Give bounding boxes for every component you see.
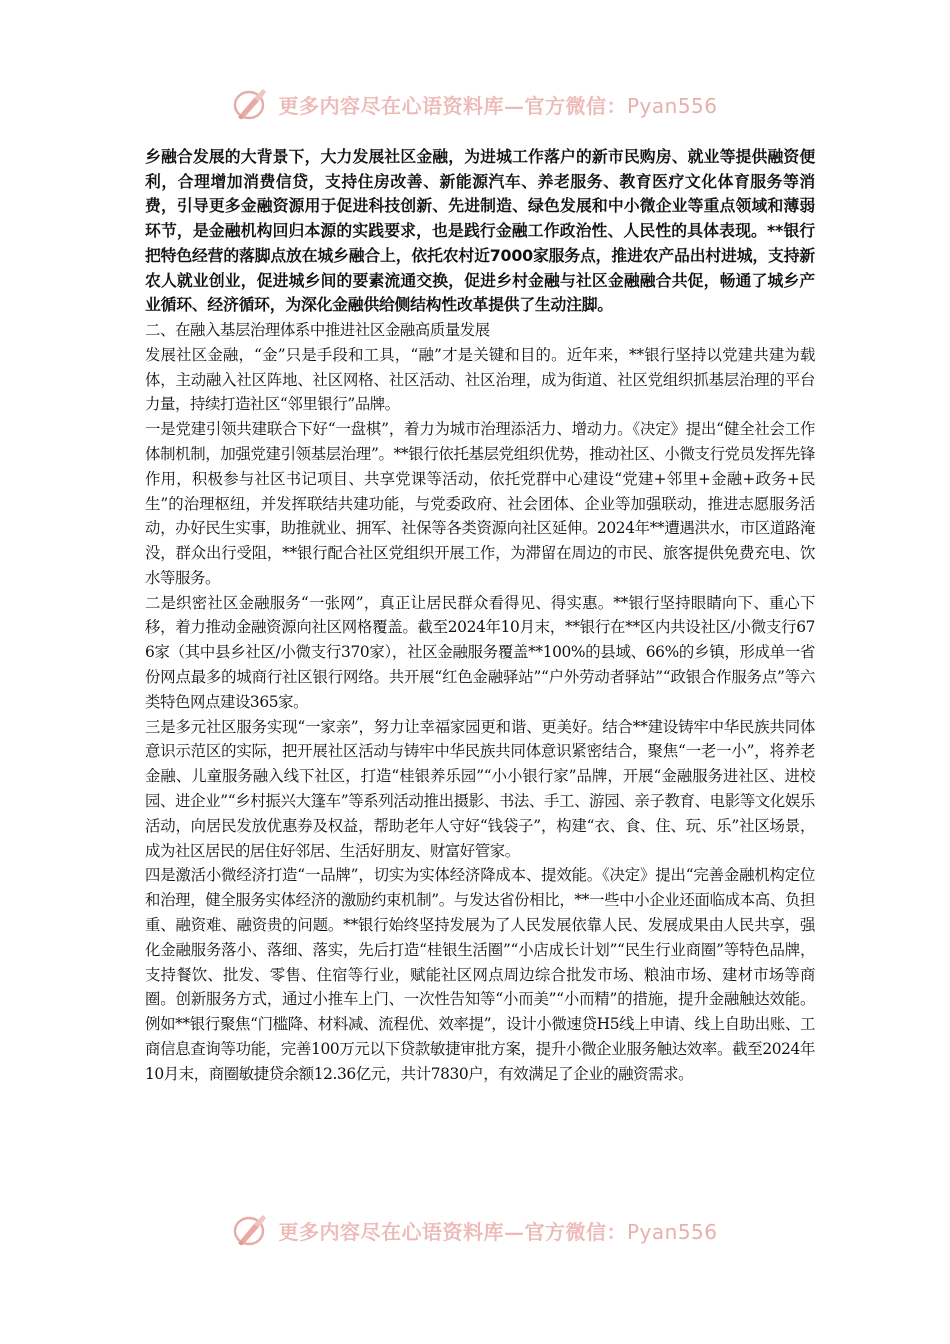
paragraph: 发展社区金融，“金”只是手段和工具，“融”才是关键和目的。近年来，**银行坚持以党建共建为载体，主动融入社区阵地、社区网格、社区活动、社区治理，成为街道、社区党组织抓基层治理的平台力量，持续打造社区“邻里银行”品牌。: [145, 345, 815, 414]
watermark-footer: [0, 1210, 950, 1250]
paragraph: 一是党建引领共建联合下好“一盘棋”，着力为城市治理添活力、增动力。《决定》提出“健全社会工作体制机制，加强党建引领基层治理”。**银行依托基层党组织优势，推动社区、小微支行党员发挥先锋作用，积极参与社区书记项目、共享党课等活动，依托党群中心建设“党建+邻里+金融+政务+民生”的治理枢纽，并发挥联结共建功能，与党委政府、社会团体、企业等加强联动，推进志愿服务活动，办好民生实事，助推就业、拥军、社保等各类资源向社区延伸。2024年**遭遇洪水，市区道路淹没，群众出行受阻，**银行配合社区党组织开展工作，为滞留在周边的市民、旅客提供免费充电、饮水等服务。: [145, 420, 815, 587]
section-heading: 二、在融入基层治理体系中推进社区金融高质量发展: [145, 320, 490, 339]
paragraph: 三是多元社区服务实现“一家亲”，努力让幸福家园更和谐、更美好。结合**建设铸牢中华民族共同体意识示范区的实际，把开展社区活动与铸牢中华民族共同体意识紧密结合，聚焦“一老一小”，将养老金融、儿童服务融入线下社区，打造“桂银养乐园”“小小银行家”品牌，开展“金融服务进社区、进校园、进企业”“乡村振兴大篷车”等系列活动推出摄影、书法、手工、游园、亲子教育、电影等文化娱乐活动，向居民发放优惠券及权益，帮助老年人守好“钱袋子”，构建“衣、食、住、玩、乐”社区场景，成为社区居民的居住好邻居、生活好朋友、财富好管家。: [145, 717, 815, 860]
brush-pen-icon: [232, 1212, 272, 1248]
paragraph: 二是织密社区金融服务“一张网”，真正让居民群众看得见、得实惠。**银行坚持眼睛向下、重心下移，着力推动金融资源向社区网格覆盖。截至2024年10月末，**银行在**区内共设社区/小微支行676家（其中县乡社区/小微支行370家），社区金融服务覆盖**100%的县域、66%的乡镇，形成单一省份网点最多的城商行社区银行网络。共开展“红色金融驿站”“户外劳动者驿站”“政银合作服务点”等六类特色网点建设365家。: [145, 593, 815, 711]
article-body: [145, 145, 815, 1087]
watermark-text: 更多内容尽在心语资料库—官方微信：Pyan556: [278, 1219, 718, 1244]
watermark-text: 更多内容尽在心语资料库—官方微信：Pyan556: [278, 93, 718, 118]
watermark-header: [0, 84, 950, 124]
paragraph-intro: 乡融合发展的大背景下，大力发展社区金融，为进城工作落户的新市民购房、就业等提供融资便利，合理增加消费信贷，支持住房改善、新能源汽车、养老服务、教育医疗文化体育服务等消费，引导更多金融资源用于促进科技创新、先进制造、绿色发展和中小微企业等重点领域和薄弱环节，是金融机构回归本源的实践要求，也是践行金融工作政治性、人民性的具体表现。**银行把特色经营的落脚点放在城乡融合上，依托农村近7000家服务点，推进农产品出村进城，支持新农人就业创业，促进城乡间的要素流通交换，促进乡村金融与社区金融融合共促，畅通了城乡产业循环、经济循环，为深化金融供给侧结构性改革提供了生动注脚。: [145, 147, 815, 315]
paragraph: 四是激活小微经济打造“一品牌”，切实为实体经济降成本、提效能。《决定》提出“完善金融机构定位和治理，健全服务实体经济的激励约束机制”。与发达省份相比，**一些中小企业还面临成本高、负担重、融资难、融资贵的问题。**银行始终坚持发展为了人民发展依靠人民、发展成果由人民共享，强化金融服务落小、落细、落实，先后打造“桂银生活圈”“小店成长计划”“民生行业商圈”等特色品牌，支持餐饮、批发、零售、住宿等行业，赋能社区网点周边综合批发市场、粮油市场、建材市场等商圈。创新服务方式，通过小推车上门、一次性告知等“小而美”“小而精”的措施，提升金融触达效能。例如**银行聚焦“门槛降、材料减、流程优、效率提”，设计小微速贷H5线上申请、线上自助出账、工商信息查询等功能，完善100万元以下贷款敏捷审批方案，提升小微企业服务触达效率。截至2024年10月末，商圈敏捷贷余额12.36亿元，共计7830户，有效满足了企业的融资需求。: [145, 866, 815, 1083]
brush-pen-icon: [232, 86, 272, 122]
